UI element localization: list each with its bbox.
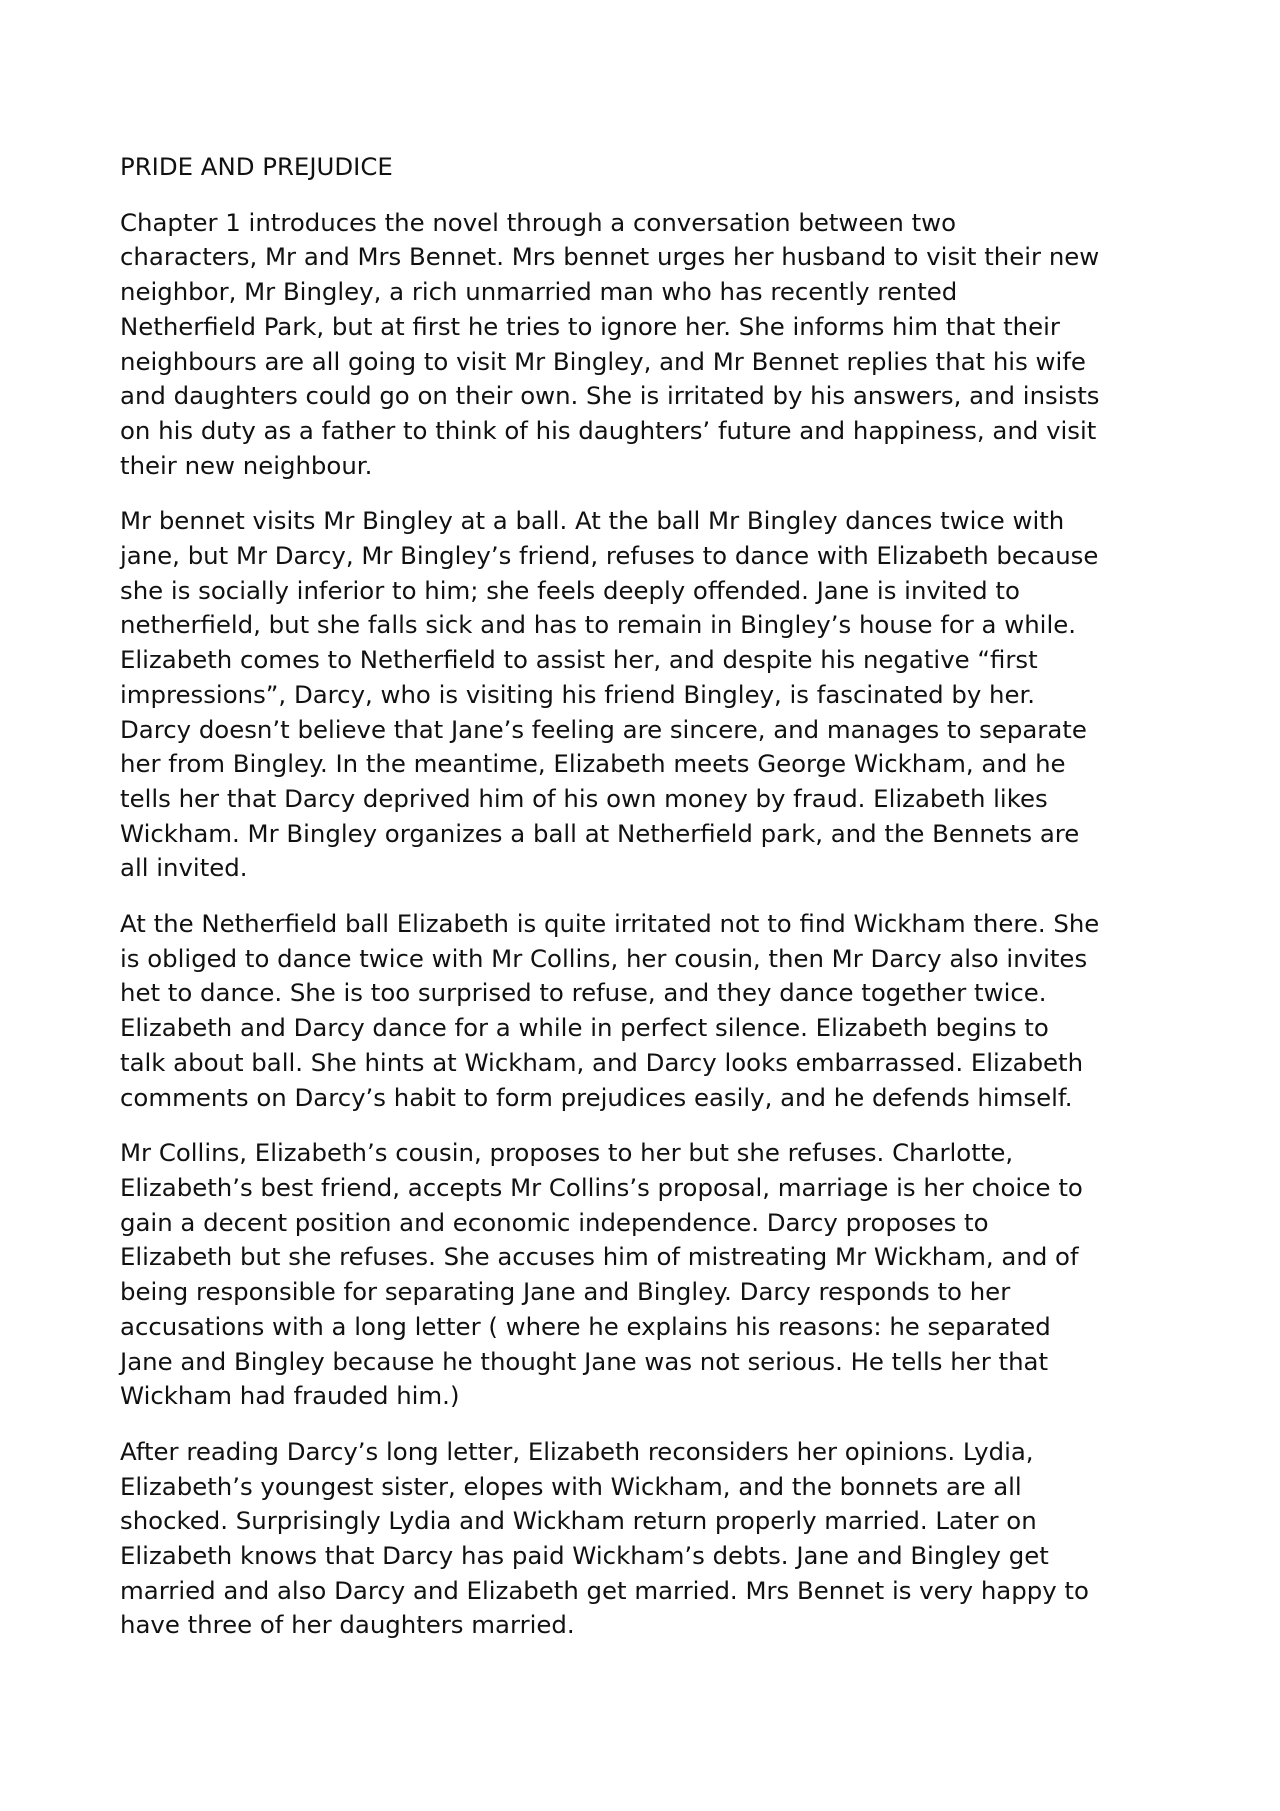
text-line: netherfield, but she falls sick and has to remain in Bingley’s house for a while. — [120, 610, 1076, 640]
text-line: comments on Darcy’s habit to form prejudices easily, and he defends himself. — [120, 1082, 1073, 1112]
text-line: Darcy doesn’t believe that Jane’s feeling are sincere, and manages to separate — [120, 714, 1087, 744]
text-line: Elizabeth and Darcy dance for a while in perfect silence. Elizabeth begins to — [120, 1013, 1049, 1043]
text-line: Jane and Bingley because he thought Jane was not serious. He tells her that — [120, 1346, 1049, 1376]
document-title: PRIDE AND PREJUDICE — [120, 152, 393, 181]
text-line: Wickham had frauded him.) — [120, 1381, 460, 1411]
text-line: Mr Collins, Elizabeth’s cousin, proposes to her but she refuses. Charlotte, — [120, 1138, 1014, 1168]
text-line: Elizabeth’s youngest sister, elopes with Wickham, and the bonnets are all — [120, 1471, 1022, 1501]
text-line: she is socially inferior to him; she feels deeply offended. Jane is invited to — [120, 575, 1020, 605]
text-line: gain a decent position and economic independence. Darcy proposes to — [120, 1207, 989, 1237]
text-line: her from Bingley. In the meantime, Elizabeth meets George Wickham, and he — [120, 749, 1066, 779]
text-line: is obliged to dance twice with Mr Collins, her cousin, then Mr Darcy also invites — [120, 943, 1088, 973]
paragraph-chapter-1 — [120, 206, 1180, 484]
text-line: tells her that Darcy deprived him of his own money by fraud. Elizabeth likes — [120, 783, 1048, 813]
text-line: After reading Darcy’s long letter, Elizabeth reconsiders her opinions. Lydia, — [120, 1436, 1034, 1466]
text-line: and daughters could go on their own. She is irritated by his answers, and insists — [120, 381, 1100, 411]
text-line: on his duty as a father to think of his daughters’ future and happiness, and visit — [120, 415, 1097, 445]
text-line: married and also Darcy and Elizabeth get married. Mrs Bennet is very happy to — [120, 1575, 1089, 1605]
text-line: neighbor, Mr Bingley, a rich unmarried man who has recently rented — [120, 277, 958, 307]
text-line: Netherfield Park, but at first he tries to ignore her. She informs him that their — [120, 311, 1060, 341]
text-line: Elizabeth comes to Netherfield to assist her, and despite his negative “first — [120, 645, 1038, 675]
document-page — [120, 150, 1180, 1664]
text-line: het to dance. She is too surprised to refuse, and they dance together twice. — [120, 978, 1047, 1008]
text-line: characters, Mr and Mrs Bennet. Mrs bennet urges her husband to visit their new — [120, 242, 1100, 272]
text-line: Wickham. Mr Bingley organizes a ball at Netherfield park, and the Bennets are — [120, 818, 1080, 848]
text-line: Mr bennet visits Mr Bingley at a ball. At the ball Mr Bingley dances twice with — [120, 506, 1065, 536]
text-line: have three of her daughters married. — [120, 1610, 575, 1640]
text-line: being responsible for separating Jane and Bingley. Darcy responds to her — [120, 1277, 1011, 1307]
text-line: neighbours are all going to visit Mr Bingley, and Mr Bennet replies that his wife — [120, 346, 1086, 376]
text-line: impressions”, Darcy, who is visiting his friend Bingley, is fascinated by her. — [120, 679, 1036, 709]
text-line: all invited. — [120, 853, 248, 883]
text-line: At the Netherfield ball Elizabeth is quite irritated not to find Wickham there. She — [120, 909, 1100, 939]
text-line: Elizabeth knows that Darcy has paid Wickham’s debts. Jane and Bingley get — [120, 1541, 1049, 1571]
text-line: accusations with a long letter ( where he explains his reasons: he separated — [120, 1311, 1051, 1341]
text-line: their new neighbour. — [120, 450, 373, 480]
paragraph-netherfield-ball — [120, 907, 1180, 1115]
text-line: talk about ball. She hints at Wickham, and Darcy looks embarrassed. Elizabeth — [120, 1047, 1084, 1077]
paragraph-ending — [120, 1435, 1180, 1643]
text-line: jane, but Mr Darcy, Mr Bingley’s friend, refuses to dance with Elizabeth because — [120, 541, 1099, 571]
paragraph-proposals — [120, 1136, 1180, 1414]
text-line: shocked. Surprisingly Lydia and Wickham return properly married. Later on — [120, 1506, 1037, 1536]
text-line: Elizabeth but she refuses. She accuses him of mistreating Mr Wickham, and of — [120, 1242, 1079, 1272]
paragraph-ball — [120, 504, 1180, 886]
text-line: Elizabeth’s best friend, accepts Mr Collins’s proposal, marriage is her choice to — [120, 1172, 1083, 1202]
text-line: Chapter 1 introduces the novel through a conversation between two — [120, 207, 957, 237]
